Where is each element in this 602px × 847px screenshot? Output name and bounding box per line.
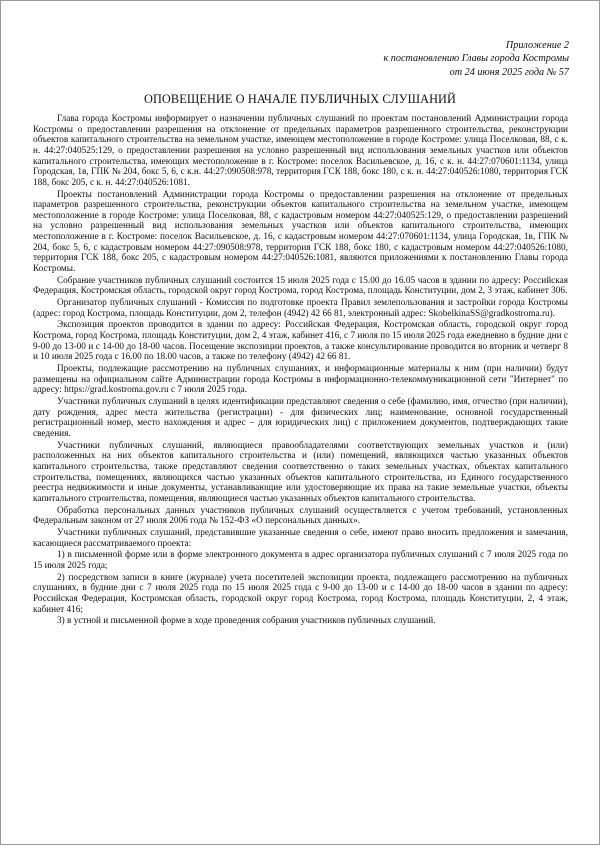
list-item: 3) в устной и письменной форме в ходе проведения собрания участников публичных слушаний. xyxy=(57,616,436,627)
paragraph: Экспозиция проектов проводится в здании по адресу: Российская Федерация, Костромская область, городской округ город Кострома, город Кострома, площадь Конституции, дом 2, 4 этаж, кабинет 416, с 7 июля по 15 июля 2025 года ежедневно в будние дни с 9-00 до 13-00 и с 14-00 до 18-00 часов. Посещение экспозиции проектов, а также консультирование проводится во вторник и четверг 8 и 10 июля 2025 года с 16.00 по 18.00 часов, а также по телефону (4942) 42 66 81. xyxy=(33,320,568,363)
list-item: 2) посредством записи в книге (журнале) учета посетителей экспозиции проекта, подлежащего рассмотрению на публичных слушаниях, в будние дни с 7 июля 2025 года по 15 июля 2025 года с 9-00 до 13-00 и с 14-00 до 18-00 часов в здании по адресу: Российская Федерация, Костромская область, городской округ город Кострома, город Кострома, площадь Конституции, 2, 4 этаж, кабинет 416; xyxy=(33,572,568,615)
document-title: ОПОВЕЩЕНИЕ О НАЧАЛЕ ПУБЛИЧНЫХ СЛУШАНИЙ xyxy=(143,92,457,106)
document-body xyxy=(33,114,568,628)
paragraph: Проекты, подлежащие рассмотрению на публичных слушаниях, и информационные материалы к ним (при наличии) будут размещены на официальном сайте Администрации города Костромы в информационно-телекоммуникационной сети "Интернет" по адресу: https://grad.kostroma.gov.ru с 7 июля 2025 года. xyxy=(33,364,568,396)
attachment-line: Приложение 2 xyxy=(505,40,569,51)
attachment-line: к постановлению Главы города Костромы xyxy=(383,53,569,65)
paragraph: Проекты постановлений Администрации города Костромы о предоставлении разрешения на отклонение от предельных параметров разрешенного строительства, реконструкции объектов капитального строительства на земельном участке, имеющем местоположение в городе Костроме: улица Поселковая, 88, с кадастровым номером 44:27:040525:129, о предоставлении разрешений на условно разрешенный вид использования земельных участков или объектов капитального строительства, имеющих местоположение в г. Костроме: поселок Васильевское, д. 16, с кадастровым номером 44:27:070601:1134, улица Городская, 1в, ГПК № 204, бокс 5, 6, с кадастровым номером 44:27:090508:978, территория ГСК 188, бокс 180, с кадастровым номером 44:27:040526:1080, территория ГСК 188, бокс 205, с кадастровым номером 44:27:040526:1081, являются приложениями к постановлению Главы города Костромы. xyxy=(33,189,568,274)
paragraph: Собрание участников публичных слушаний состоится 15 июля 2025 года с 15.00 до 16.05 часов в здании по адресу: Российская Федерация, Костромская область, городской округ город Кострома, город Кострома, площадь Конституции, дом 2, 3 этаж, кабинет 306. xyxy=(33,275,568,297)
paragraph: Организатор публичных слушаний - Комиссия по подготовке проекта Правил землепользования и застройки города Костромы (адрес: город Кострома, площадь Конституции, дом 2, телефон (4942) 42 66 81, электронный адрес: SkobelkinaSS@gradkostroma.ru). xyxy=(33,298,568,319)
paragraph: Участники публичных слушаний, являющиеся правообладателями соответствующих земельных участков и (или) расположенных на них объектов капитального строительства и (или) помещений, являющихся частью указанных объектов капитального строительства, также представляют сведения соответственно о таких земельных участках, объектах капитального строительства, помещениях, являющихся частью указанных объектов капитального строительства, из Единого государственного реестра недвижимости и иные документы, устанавливающие или удостоверяющие их права на такие земельные участки, объекты капитального строительства, помещения, являющиеся частью указанных объектов капитального строительства. xyxy=(33,440,568,504)
paragraph: Участники публичных слушаний, представившие указанные сведения о себе, имеют право вносить предложения и замечания, касающиеся рассматриваемого проекта: xyxy=(33,528,568,549)
list-item: 1) в письменной форме или в форме электронного документа в адрес организатора публичных слушаний с 7 июля 2025 года по 15 июля 2025 года; xyxy=(33,550,568,572)
paragraph: Обработка персональных данных участников публичных слушаний осуществляется с учетом требований, установленных Федеральным законом от 27 июля 2006 года № 152-ФЗ «О персональных данных». xyxy=(33,505,568,527)
paragraph: Участники публичных слушаний в целях идентификации представляют сведения о себе (фамилию, имя, отчество (при наличии), дату рождения, адрес места жительства (регистрации) - для физических лиц; наименование, основной государственный регистрационный номер, место нахождения и адрес – для юридических лиц) с приложением документов, подтверждающих такие сведения. xyxy=(33,397,568,439)
paragraph: Глава города Костромы информирует о назначении публичных слушаний по проектам постановлений Администрации города Костромы о предоставлении разрешения на отклонение от предельных параметров разрешенного строительства, реконструкции объектов капитального строительства на земельном участке, имеющем местоположение в городе Костроме: улица Поселковая, 88, с к. н. 44:27:040525:129, о предоставлении разрешения на условно разрешенный вид использования земельных участков или объектов капитального строительства, имеющих местоположение в г. Костроме: поселок Васильевское, д. 16, с к. н. 44:27:070601:1134, улица Городская, 1в, ГПК № 204, бокс 5, 6, с к.н. 44:27:090508:978, территория ГСК 188, бокс 180, с к. н. 44:27:040526:1080, территория ГСК 188, бокс 205, с к. н. 44:27:040526:1081. xyxy=(33,114,568,188)
attachment-line: от 24 июня 2025 года № 57 xyxy=(449,66,569,78)
attachment-header xyxy=(383,39,569,79)
